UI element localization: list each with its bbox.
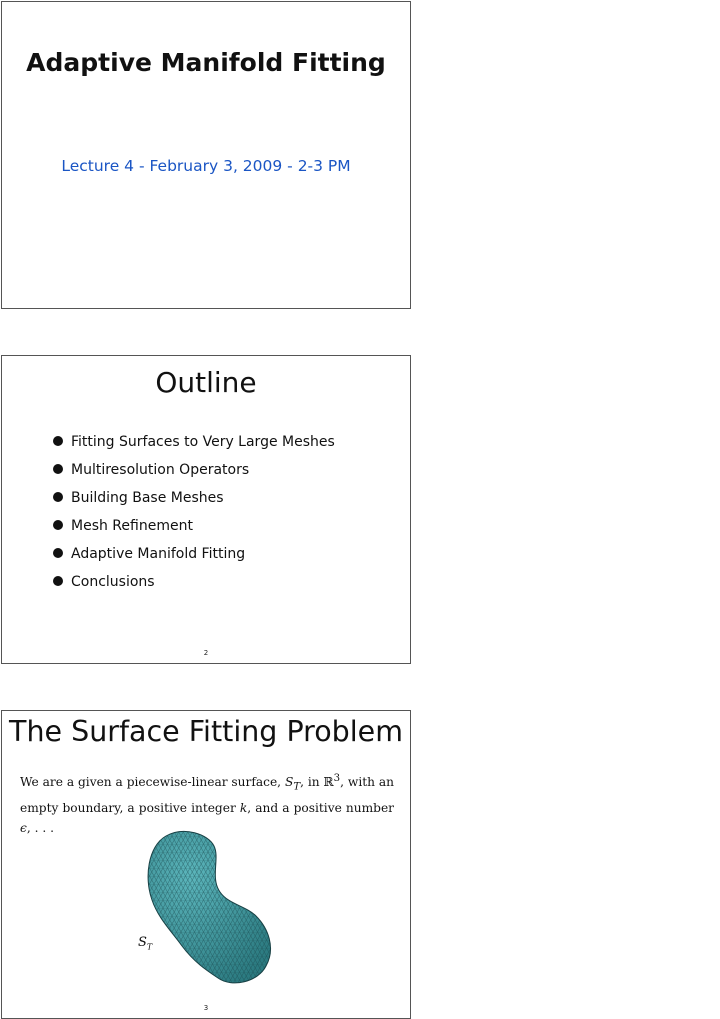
outline-item-label: Conclusions [71,574,155,590]
slide-2-title: Outline [155,366,257,399]
outline-item-label: Building Base Meshes [71,490,224,506]
outline-item [52,516,335,544]
slide-3-title: The Surface Fitting Problem [9,715,403,748]
outline-item-label: Multiresolution Operators [71,462,250,478]
statement-text: We are a given a piecewise-linear surface, [20,775,285,790]
mesh-surface-figure [136,828,278,990]
math-subscript: T [293,781,301,793]
slide-1 [1,1,411,309]
bullet-icon [53,576,63,586]
statement-text: , in [300,775,324,790]
bullet-icon [53,548,63,558]
outline-item [52,460,335,488]
outline-item-label: Mesh Refinement [71,518,193,534]
outline-item [52,432,335,460]
outline-item [52,488,335,516]
figure-label-subscript: T [146,942,153,952]
math-symbol: ℝ [323,775,334,790]
figure-label-symbol: S [138,935,147,950]
math-symbol: k [239,800,248,815]
mesh-blob [148,831,270,982]
figure-label [138,935,152,952]
bullet-icon [53,520,63,530]
outline-item-label: Fitting Surfaces to Very Large Meshes [71,434,335,450]
page-number: 3 [203,1004,209,1012]
statement-text: , and a positive number [247,800,394,815]
math-symbol: ϵ [20,820,27,835]
outline-item [52,572,335,600]
math-symbol: S [284,775,294,790]
slide-2 [1,355,411,664]
statement-text: , with an empty boundary, a positive integer [20,775,394,815]
slide-1-subtitle: Lecture 4 - February 3, 2009 - 2-3 PM [61,157,351,175]
bullet-icon [53,464,63,474]
outline-item-label: Adaptive Manifold Fitting [71,546,246,562]
page-number: 2 [203,649,209,657]
slide-3 [1,710,411,1019]
bullet-icon [53,436,63,446]
outline-item [52,544,335,572]
statement-text: , . . . [26,820,54,835]
math-superscript: 3 [333,773,341,784]
slide-1-title: Adaptive Manifold Fitting [26,48,386,77]
bullet-icon [53,492,63,502]
outline-list [52,432,335,600]
